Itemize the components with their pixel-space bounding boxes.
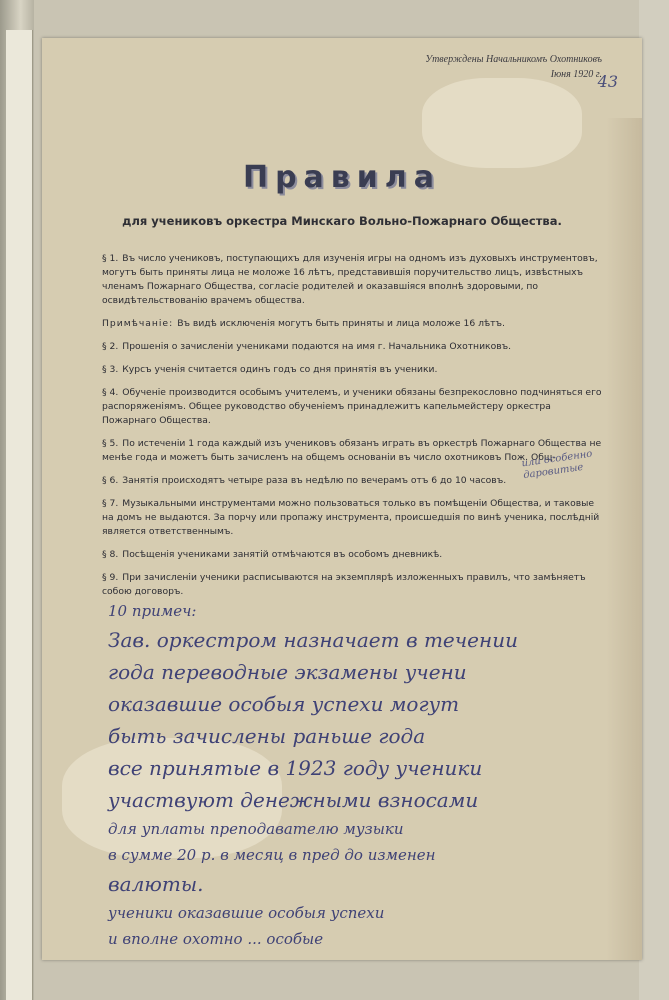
approval-line: Утверждены Начальникомъ Охотниковъ [425, 54, 602, 65]
note-text: Въ видѣ исключенія могутъ быть приняты и лица моложе 16 лѣтъ. [177, 318, 505, 329]
rule-item [102, 252, 602, 308]
rule-text: Въ число учениковъ, поступающихъ для изученія игры на одномъ изъ духовыхъ инструментовъ, могутъ быть приняты лица не моложе 16 лѣтъ, представившія поручительство лицъ, извѣстныхъ членамъ Пожарнаго Общества, согласіе родителей и оказавшіяся вполнѣ здоровыми, по освидѣтельствованію врачемъ общества. [102, 253, 598, 306]
rule-text: Обученіе производится особымъ учителемъ, и ученики обязаны безпрекословно подчиняться его распоряженіямъ. Общее руководство обученіемъ принадлежитъ капельмейстеру оркестра Пожарнаго Общества. [102, 387, 602, 426]
rule-number: § 1. [102, 253, 119, 264]
note-label: Примѣчаніе: [102, 318, 174, 329]
handwritten-line: оказавшие особыя успехи могут [108, 692, 460, 716]
rule-text: По истеченіи 1 года каждый изъ учениковъ обязанъ играть въ оркестрѣ Пожарнаго Общества не менѣе года и можетъ быть зачисленъ на общемъ основаніи въ число охотниковъ Пож. Общ- [102, 438, 602, 463]
rule-text: Музыкальными инструментами можно пользоваться только въ помѣщеніи Общества, и таковые на домъ не выдаются. За порчу или пропажу инструмента, происшедшія по винѣ ученика, послѣдній является ответственнымъ. [102, 498, 600, 537]
rule-item [102, 363, 602, 377]
handwritten-line: и вполне охотно ... особые [108, 930, 324, 948]
handwritten-text: быть зачислены раньше года [108, 724, 426, 748]
rule-number: § 2. [102, 341, 119, 352]
approval-date: Іюня 1920 г. [550, 69, 602, 80]
rule-text: Посѣщенія учениками занятій отмѣчаются въ особомъ дневникѣ. [122, 549, 443, 560]
document-title: Правила [242, 160, 442, 195]
handwritten-line: участвуют денежными взносами [108, 788, 479, 812]
rule-number: § 5. [102, 438, 119, 449]
handwritten-margin-note: или особенно даровитые [520, 448, 594, 482]
handwritten-line: валюты. [108, 872, 204, 896]
rule-item [102, 340, 602, 354]
handwritten-line [108, 720, 642, 752]
rules-list [102, 252, 602, 608]
document-page [42, 38, 642, 960]
background-strip [639, 0, 669, 1000]
rule-item [102, 548, 602, 562]
handwritten-line: Зав. оркестром назначает в течении [108, 628, 518, 652]
adjacent-page-edge [6, 30, 33, 1000]
rule-number: § 4. [102, 387, 119, 398]
folio-number: 43 [597, 72, 618, 91]
approval-stamp [425, 52, 602, 82]
rule-text: При зачисленіи ученики расписываются на экземплярѣ изложенныхъ правилъ, что замѣняетъ собою договоръ. [102, 572, 586, 597]
rule-number: § 6. [102, 475, 119, 486]
rule-item [102, 386, 602, 428]
rule-number: § 8. [102, 549, 119, 560]
rule-item [102, 571, 602, 599]
rule-number: § 3. [102, 364, 119, 375]
handwritten-line: ученики оказавшие особыя успехи [108, 904, 385, 922]
rule-number: § 7. [102, 498, 119, 509]
handwritten-line: в сумме 20 р. в месяц в пред до изменен [108, 846, 436, 864]
rule-note [102, 317, 602, 331]
document-subtitle: для учениковъ оркестра Минскаго Вольно-Пожарнаго Общества. [122, 214, 562, 228]
handwritten-line: все принятые в 1923 году ученики [108, 756, 483, 780]
rule-text: Занятія происходятъ четыре раза въ недѣлю по вечерамъ отъ 6 до 10 часовъ. [122, 475, 507, 486]
handwritten-addendum [108, 598, 642, 952]
rule-number: § 9. [102, 572, 119, 583]
paper-stain [422, 78, 582, 168]
handwritten-line: для уплаты преподавателю музыки [108, 820, 404, 838]
rule-item [102, 497, 602, 539]
rule-text: Курсъ ученія считается одинъ годъ со дня принятія въ ученики. [122, 364, 438, 375]
handwritten-line: 10 примеч: [108, 602, 197, 620]
rule-text: Прошенія о зачисленіи учениками подаются на имя г. Начальника Охотниковъ. [122, 341, 512, 352]
handwritten-line: года переводные экзамены учени [108, 660, 467, 684]
